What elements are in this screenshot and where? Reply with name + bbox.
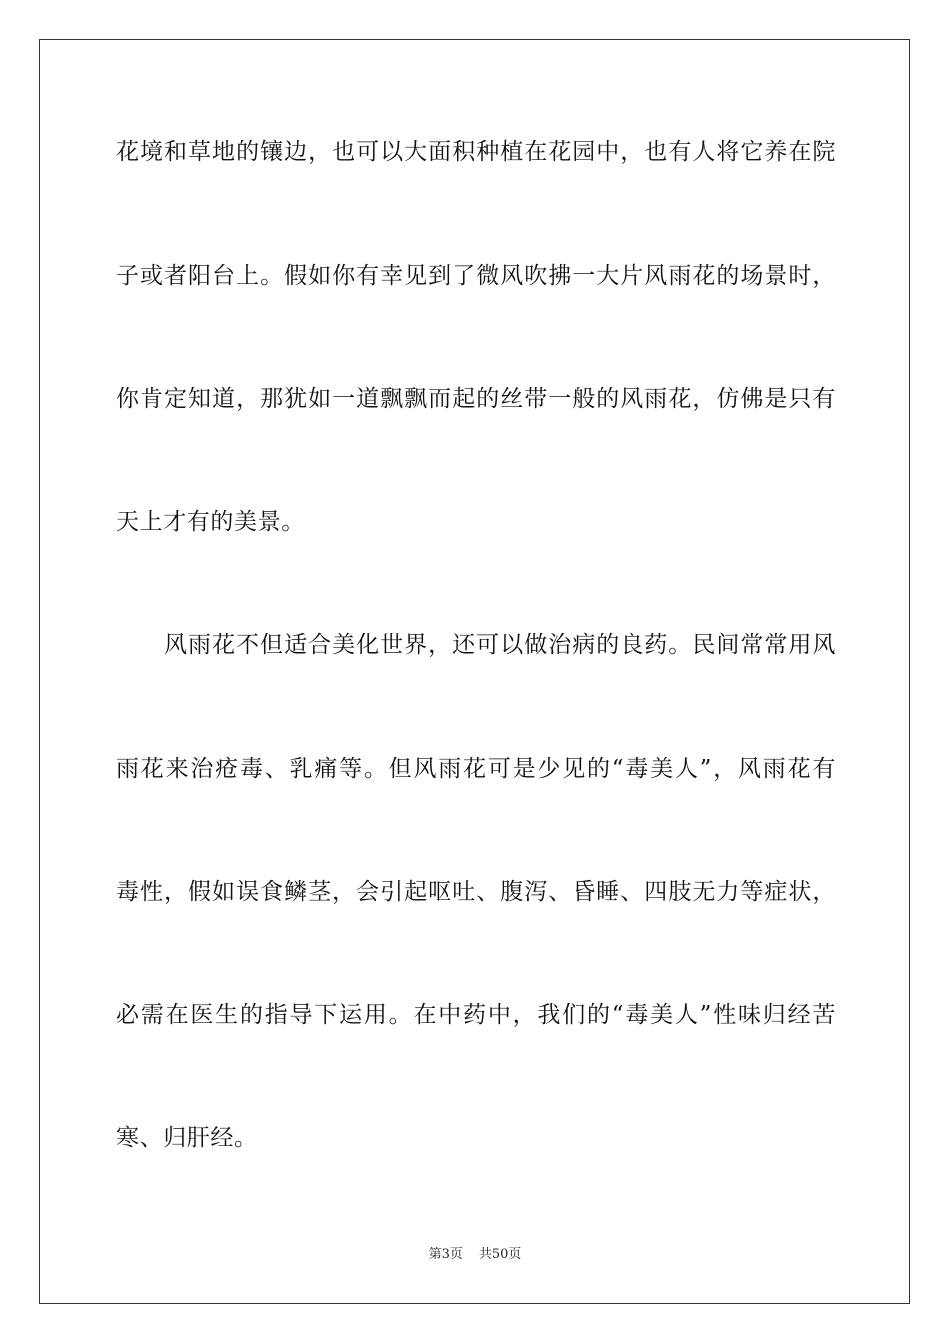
page-footer [0, 1246, 950, 1264]
text-line: 你肯定知道，那犹如一道飘飘而起的丝带一般的风雨花，仿佛是只有 [116, 386, 836, 412]
text-line: 花境和草地的镶边，也可以大面积种植在花园中，也有人将它养在院 [116, 139, 836, 165]
page-total: 共50页 [478, 1247, 522, 1262]
page-border [39, 39, 910, 1304]
text-line: 毒性，假如误食鳞茎，会引起呕吐、腹泻、昏睡、四肢无力等症状， [116, 879, 836, 905]
text-line-indented: 风雨花不但适合美化世界，还可以做治病的良药。民间常常用风 [164, 632, 836, 658]
text-line: 寒、归肝经。 [116, 1125, 258, 1151]
text-line: 子或者阳台上。假如你有幸见到了微风吹拂一大片风雨花的场景时， [116, 263, 836, 289]
page-number: 第3页 [428, 1247, 463, 1262]
text-line: 必需在医生的指导下运用。在中药中，我们的“毒美人”性味归经苦 [116, 1002, 836, 1028]
text-line: 雨花来治疮毒、乳痛等。但风雨花可是少见的“毒美人”，风雨花有 [116, 756, 836, 782]
text-line: 天上才有的美景。 [116, 509, 305, 535]
